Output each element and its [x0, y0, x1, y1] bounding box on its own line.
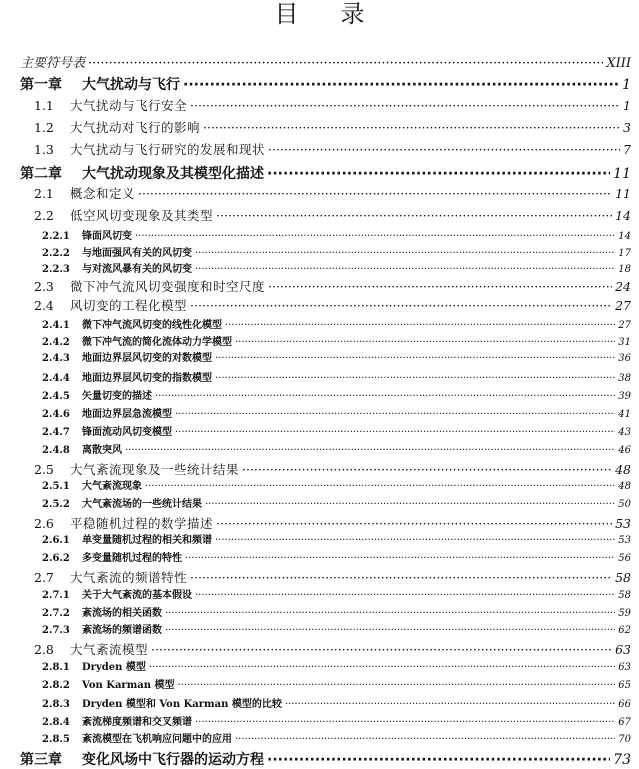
- toc-title: 紊流梯度频谱和交叉频谱: [82, 717, 192, 728]
- toc-title: 多变量随机过程的特性: [82, 553, 182, 564]
- toc-number: 2.4.7: [42, 427, 70, 438]
- toc-title: 与地面强风有关的风切变: [82, 248, 192, 259]
- toc-title: 主要符号表: [20, 56, 86, 71]
- toc-title: 地面边界层风切变的对数模型: [82, 353, 212, 364]
- toc-title: 矢量切变的描述: [82, 391, 152, 402]
- toc-page-number: 43: [618, 427, 631, 438]
- toc-chapter-row: [20, 163, 631, 183]
- leader-dots: [267, 166, 610, 182]
- toc-page-number: 58: [618, 590, 631, 601]
- leader-dots: [190, 298, 612, 313]
- toc-number: 第三章: [20, 752, 62, 768]
- toc-row: [42, 423, 631, 443]
- leader-dots: [195, 717, 615, 728]
- toc-number: 2.4: [34, 298, 54, 313]
- toc-title: 大气扰动与飞行安全: [70, 98, 188, 113]
- toc-page-number: 50: [618, 499, 631, 510]
- leader-dots: [242, 462, 612, 477]
- leader-dots: [175, 427, 615, 438]
- leader-dots: [175, 409, 615, 420]
- toc-row: [34, 140, 631, 160]
- leader-dots: [203, 120, 620, 135]
- toc-number: 2.7.1: [42, 590, 70, 601]
- toc-page-number: 27: [615, 298, 631, 313]
- toc-number: 2.4.8: [42, 445, 70, 456]
- toc-title: 微下冲气流的简化流体动力学模型: [82, 337, 232, 348]
- toc-title: 低空风切变现象及其类型: [70, 208, 214, 223]
- toc-row: [34, 206, 631, 226]
- toc-row: [34, 184, 631, 204]
- toc-row: [34, 96, 631, 116]
- toc-page-number: 11: [615, 186, 631, 201]
- toc-number: 2.8.2: [42, 680, 70, 691]
- toc-number: 2.6: [34, 516, 54, 531]
- toc-chapter-row: [20, 74, 631, 94]
- toc-title: 微下冲气流风切变强度和时空尺度: [70, 279, 266, 294]
- toc-number: 2.2: [34, 208, 54, 223]
- toc-page-number: 18: [618, 264, 631, 275]
- toc-number: 1.1: [34, 98, 54, 113]
- toc-number: 第二章: [20, 166, 62, 182]
- toc-title: 平稳随机过程的数学描述: [70, 516, 214, 531]
- toc-page-number: 7: [623, 142, 631, 157]
- toc-title: 大气紊流场的一些统计结果: [82, 499, 202, 510]
- toc-page-number: 17: [618, 248, 631, 259]
- leader-dots: [268, 142, 620, 157]
- toc-number: 2.4.6: [42, 409, 70, 420]
- toc-page-number: 59: [618, 608, 631, 619]
- toc-row: [42, 695, 631, 715]
- toc-number: 2.6.1: [42, 535, 70, 546]
- leader-dots: [165, 625, 615, 636]
- toc-row: [42, 531, 631, 551]
- toc-title: 紊流场的相关函数: [82, 608, 162, 619]
- toc-page-number: 38: [618, 373, 631, 384]
- leader-dots: [195, 248, 615, 259]
- leader-dots: [216, 208, 612, 223]
- toc-row: [34, 568, 631, 588]
- leader-dots: [268, 279, 612, 294]
- toc-title: 地面边界层风切变的指数模型: [82, 373, 212, 384]
- toc-page-number: 58: [615, 570, 631, 585]
- toc-title: 紊流场的频谱函数: [82, 625, 162, 636]
- toc-page-number: 63: [615, 642, 631, 657]
- toc-number: 1.3: [34, 142, 54, 157]
- toc-number: 2.8.1: [42, 662, 70, 673]
- toc-page-number: 41: [618, 409, 631, 420]
- toc-page-number: 39: [618, 391, 631, 402]
- toc-title: 关于大气紊流的基本假设: [82, 590, 192, 601]
- toc-row: [34, 118, 631, 138]
- toc-title: 锋面风切变: [82, 231, 132, 242]
- toc-title: 离散突风: [82, 445, 122, 456]
- toc-title: 大气扰动对飞行的影响: [70, 120, 201, 135]
- leader-dots: [195, 264, 615, 275]
- toc-page-number: 73: [613, 752, 631, 768]
- toc-page-number: 1: [622, 77, 631, 93]
- toc-page-number: 27: [618, 320, 631, 331]
- leader-dots: [183, 77, 619, 93]
- toc-number: 2.3: [34, 279, 54, 294]
- toc-number: 2.7.2: [42, 608, 70, 619]
- toc-chapter-row: [20, 749, 631, 769]
- toc-number: 2.2.2: [42, 248, 70, 259]
- toc-row: [42, 387, 631, 407]
- toc-page-number: 31: [618, 337, 631, 348]
- toc-page-number: 24: [615, 279, 631, 294]
- toc-title: 变化风场中飞行器的运动方程: [82, 752, 264, 768]
- toc-title: 大气紊流模型: [70, 642, 149, 657]
- toc-page-number: 56: [618, 553, 631, 564]
- toc-page-number: 65: [618, 680, 631, 691]
- leader-dots: [235, 734, 615, 745]
- toc-title: 大气紊流现象: [82, 481, 142, 492]
- toc-number: 2.2.3: [42, 264, 70, 275]
- toc-row: [42, 349, 631, 369]
- toc-row: [42, 477, 631, 497]
- leader-dots: [151, 642, 612, 657]
- toc-number: 2.5.1: [42, 481, 70, 492]
- toc-number: 2.8.4: [42, 717, 70, 728]
- toc-page-number: 14: [618, 231, 631, 242]
- toc-row: [42, 495, 631, 515]
- toc-title: 与对流风暴有关的风切变: [82, 264, 192, 275]
- toc-row: [42, 549, 631, 569]
- toc-title: Dryden 模型: [82, 662, 146, 673]
- toc-title: Von Karman 模型: [82, 680, 175, 691]
- toc-number: 2.4.3: [42, 353, 70, 364]
- leader-dots: [149, 662, 615, 673]
- toc-title: 大气扰动与飞行研究的发展和现状: [70, 142, 266, 157]
- toc-number: 2.8.3: [42, 699, 70, 710]
- leader-dots: [138, 186, 612, 201]
- toc-page-number: 48: [618, 481, 631, 492]
- toc-title: 紊流模型在飞机响应问题中的应用: [82, 734, 232, 745]
- leader-dots: [190, 570, 612, 585]
- toc-row: [42, 676, 631, 696]
- toc-number: 2.8.5: [42, 734, 70, 745]
- toc-page-number: 48: [615, 462, 631, 477]
- leader-dots: [145, 481, 615, 492]
- toc-title: 微下冲气流风切变的线性化模型: [82, 320, 222, 331]
- toc-page-number: 3: [623, 120, 631, 135]
- toc-title: 大气紊流现象及一些统计结果: [70, 462, 240, 477]
- toc-page-number: 63: [618, 662, 631, 673]
- toc-number: 2.4.4: [42, 373, 70, 384]
- toc-row: [42, 621, 631, 641]
- toc-title: Dryden 模型和 Von Karman 模型的比较: [82, 699, 282, 710]
- toc-number: 1.2: [34, 120, 54, 135]
- leader-dots: [235, 337, 615, 348]
- toc-page-number: 36: [618, 353, 631, 364]
- toc-number: 2.4.5: [42, 391, 70, 402]
- toc-number: 2.5.2: [42, 499, 70, 510]
- toc-number: 2.5: [34, 462, 54, 477]
- toc-page-number: 1: [623, 98, 631, 113]
- toc-title: 锋面流动风切变模型: [82, 427, 172, 438]
- toc-row: [34, 640, 631, 660]
- toc-page-number: 67: [618, 717, 631, 728]
- leader-dots: [225, 320, 615, 331]
- toc-page-number: 66: [618, 699, 631, 710]
- toc-page-number: XIII: [606, 56, 631, 71]
- toc-row: [42, 405, 631, 425]
- toc-title: 大气扰动与飞行: [82, 77, 180, 93]
- toc-row: [42, 586, 631, 606]
- toc-page-number: 46: [618, 445, 631, 456]
- leader-dots: [205, 499, 615, 510]
- leader-dots: [185, 553, 615, 564]
- leader-dots: [178, 680, 616, 691]
- leader-dots: [125, 445, 615, 456]
- toc-number: 2.7.3: [42, 625, 70, 636]
- toc-page-number: 53: [618, 535, 631, 546]
- toc-symbols-row: [20, 52, 631, 72]
- leader-dots: [215, 353, 615, 364]
- leader-dots: [165, 608, 615, 619]
- toc-row: [42, 369, 631, 389]
- toc-number: 2.6.2: [42, 553, 70, 564]
- toc-title: 地面边界层急流模型: [82, 409, 172, 420]
- leader-dots: [135, 231, 615, 242]
- toc-number: 2.4.1: [42, 320, 70, 331]
- toc-row: [34, 296, 631, 316]
- leader-dots: [215, 535, 615, 546]
- leader-dots: [285, 699, 615, 710]
- toc-page-number: 70: [618, 734, 631, 745]
- toc-row: [42, 441, 631, 461]
- leader-dots: [88, 56, 603, 71]
- toc-row: [34, 277, 631, 297]
- toc-number: 2.1: [34, 186, 54, 201]
- toc-title: 概念和定义: [70, 186, 136, 201]
- toc-title: 大气紊流的频谱特性: [70, 570, 188, 585]
- toc-page-number: 14: [615, 208, 631, 223]
- toc-row: [42, 658, 631, 678]
- leader-dots: [195, 590, 615, 601]
- toc-number: 2.8: [34, 642, 54, 657]
- leader-dots: [190, 98, 620, 113]
- toc-number: 2.4.2: [42, 337, 70, 348]
- toc-page-number: 62: [618, 625, 631, 636]
- toc-number: 第一章: [20, 77, 62, 93]
- toc-title: 单变量随机过程的相关和频谱: [82, 535, 212, 546]
- leader-dots: [215, 373, 615, 384]
- page-title: 目录: [274, 0, 407, 28]
- toc-page-number: 11: [613, 166, 631, 182]
- leader-dots: [216, 516, 612, 531]
- leader-dots: [155, 391, 615, 402]
- toc-number: 2.7: [34, 570, 54, 585]
- toc-page-number: 53: [615, 516, 631, 531]
- toc-row: [42, 730, 631, 750]
- toc-title: 大气扰动现象及其模型化描述: [82, 166, 264, 182]
- toc-number: 2.2.1: [42, 231, 70, 242]
- toc-title: 风切变的工程化模型: [70, 298, 188, 313]
